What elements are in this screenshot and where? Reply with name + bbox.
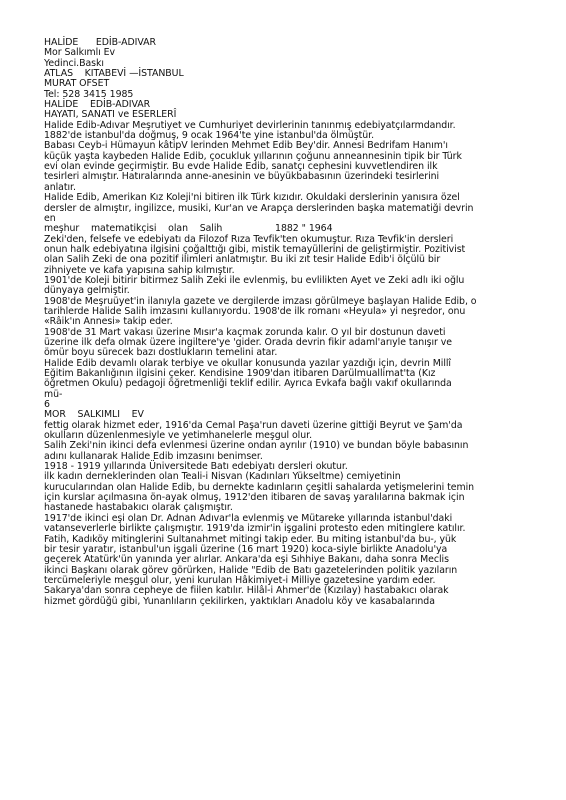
text-line: Halide Edib devamlı olarak terbiye ve okullar konusunda yazılar yazdığı için, devrin Millî — [44, 357, 451, 369]
text-line: tarihlerde Halide Salih imzasını kullanıyordu. 1908'de ilk romanı «Heyula» yi neşredor, onu — [44, 305, 466, 317]
text-line: meşhur matematikçisi olan Salih 1882 " 1964 — [44, 223, 333, 235]
text-line: MOR SALKIMLI EV — [44, 409, 144, 421]
text-line: evi olan evinde geçirmiştir. Bu evde Halide Edib, sanatçı cephesini kuvvetlendiren ilk — [44, 161, 438, 173]
text-line: mü- — [44, 388, 63, 400]
text-line: Halide Edib-Adıvar Meşrutiyet ve Cumhuriyet devirlerinin tanınmış edebiyatçılarmdandır. — [44, 119, 456, 131]
text-line: geçerek Atatürk'ün yanında yer alırlar. Ankara'da eşi Sıhhiye Bakanı, daha sonra Meclis — [44, 554, 449, 566]
text-line: olan Salih Zeki de ona pozitif ilimleri anlatmıştır. Bu iki zıt tesir Halide Edib'i ölçülü bir — [44, 254, 441, 266]
text-line: dünyaya gelmiştir. — [44, 285, 130, 297]
text-line: ömür boyu sürecek bazı dostlukların temelini atar. — [44, 347, 278, 359]
text-line: onun halk edebiyatına ilgisini çoğalttığı gibi, mistik temayüllerini de geliştirmiştir. Pozitivist — [44, 243, 466, 255]
text-line: hizmet gördüğü gibi, Yunanlıların çekilirken, yaktıkları Anadolu köy ve kasabalarında — [44, 595, 435, 607]
text-line: fettig olarak hizmet eder, 1916'da Cemal Paşa'run daveti üzerine gittiği Beyrut ve Şam'da — [44, 419, 463, 431]
text-line: Tel: 528 3415 1985 — [44, 88, 134, 100]
text-line: 1901'de Koleji bitirir bitirmez Salih Zeki ile evlenmiş, bu evlilikten Ayet ve Zeki adlı iki oğlu — [44, 274, 465, 286]
text-line: tesirleri almıştır. Hatıralarında anne-anesinin ve büyükbabasının üzerindeki tesirlerini — [44, 171, 440, 183]
text-line: «Râik'ın Annesi» takip eder. — [44, 316, 173, 328]
text-line: en — [44, 212, 56, 224]
text-line: tercümeleriyle meşgul olur, yeni kurulan Hâkimiyet-i Milliye gazetesine yardım eder. — [44, 574, 436, 586]
text-line: 1908'de 31 Mart vakası üzerine Mısır'a kaçmak zorunda kalır. O yıl bir dostunun daveti — [44, 326, 446, 338]
text-line: Mor Salkımlı Ev — [44, 47, 116, 59]
text-line: için kurslar açılmasına ön-ayak olmuş, 1912'den itibaren de savaş yaralılarına bakmak için — [44, 492, 465, 504]
text-line: ilk kadın derneklerinden olan Teali-i Nisvan (Kadınları Yükseltme) cemiyetinin — [44, 471, 401, 483]
text-line: Eğitim Bakanlığının ilgisini çeker. Kendisine 1909'dan itibaren Darülmuallimat'ta (Kız — [44, 368, 436, 379]
text-line: hastanede hastabakıcı olarak çalışmıştır. — [44, 502, 233, 514]
text-line: ATLAS KITABEVİ —İSTANBUL — [44, 68, 184, 80]
text-line: HAYATI, SANATI ve ESERLERÎ — [44, 109, 177, 121]
text-line: HALİDE EDİB-ADIVAR — [44, 99, 151, 111]
text-line: 1882'de istanbul'da doğmuş, 9 ocak 1964'te yine istanbul'da ölmüştür. — [44, 130, 375, 142]
document-text — [44, 38, 556, 607]
text-line: kurucularından olan Halide Edib, bu dernekte kadınların çeşitli sahalarda yetişmelerini temin — [44, 481, 475, 493]
text-line: Salih Zeki'nin ikinci defa evlenmesi üzerine ondan ayrılır (1910) ve bundan böyle babasının — [44, 440, 469, 452]
text-line: ikinci Başkanı olarak görev görürken, Halide "Edib de Batı gazetelerinden politik yazıların — [44, 564, 458, 576]
text-line: Halide Edib, Amerikan Kız Koleji'ni bitiren ilk Türk kızıdır. Okuldaki derslerinin yanısıra özel — [44, 192, 460, 204]
text-line: Fatih, Kadıköy mitinglerini Sultanahmet mitingi takip eder. Bu miting istanbul'da bu-, yük — [44, 533, 457, 545]
text-line: Zeki'den, felsefe ve edebiyatı da Filozof Rıza Tevfik'ten okumuştur. Rıza Tevfik'in dersleri — [44, 233, 454, 245]
text-line: 1917'de ikinci eşi olan Dr. Adnan Adıvar'la evlenmiş ve Mütareke yıllarında istanbul'daki — [44, 512, 453, 524]
document-page — [44, 38, 556, 607]
text-line: MURAT OFSET — [44, 78, 110, 90]
text-line: 1908'de Meşruüyet'in ilanıyla gazete ve dergilerde imzası görülmeye başlayan Halide Edib, o — [44, 295, 477, 307]
text-line: HALİDE EDİB-ADIVAR — [44, 37, 156, 48]
text-line: Yedinci.Baskı — [44, 57, 104, 69]
text-line: küçük yaşta kaybeden Halide Edib, çocukluk yıllarının çoğunu anneannesinin tipik bir Türk — [44, 150, 462, 162]
text-line: Sakarya'dan sonra cepheye de fiilen katılır. Hilâl-i Ahmer'de (Kızılay) hastabakıcı olarak — [44, 585, 449, 597]
text-line: Babası Ceyb-i Hümayun kâtipV lerinden Mehmet Edib Bey'dir. Annesi Bedrifam Hanım'ı — [44, 140, 448, 152]
text-line: dersler de almıştır, ingilizce, musiki, Kur'an ve Arapça derslerinden başka matematiği devrin — [44, 202, 474, 214]
text-line: 6 — [44, 399, 50, 411]
text-line: öğretmen Okulu) pedagoji öğretmenliği teklif edilir. Ayrıca Evkafa bağlı vakıf okullarında — [44, 378, 452, 390]
text-line: anlatır. — [44, 181, 76, 193]
text-line: 1918 - 1919 yıllarında Üniversitede Batı edebiyatı dersleri okutur. — [44, 461, 348, 473]
text-line: üzerine ilk defa olmak üzere ingiltere'ye 'gider. Orada devrin fikir adaml'arıyle tanışır ve — [44, 336, 452, 348]
text-line: bir tesir yaratır, istanbul'un işgali üzerine (16 mart 1920) koca-siyle birlikte Anadolu'ya — [44, 543, 448, 555]
text-line: vatanseverlerle birlikte çalışmıştır. 1919'da izmir'in işgalini protesto eden mitinglere katılır. — [44, 523, 466, 535]
text-line: zihniyete ve kafa yapısına sahip kılmıştır. — [44, 264, 235, 276]
text-line: adını kullanarak Halide Edib imzasını benimser. — [44, 450, 263, 462]
text-line: okulların düzenlenmesiyle ve yetimhanelerle meşgul olur. — [44, 430, 312, 442]
